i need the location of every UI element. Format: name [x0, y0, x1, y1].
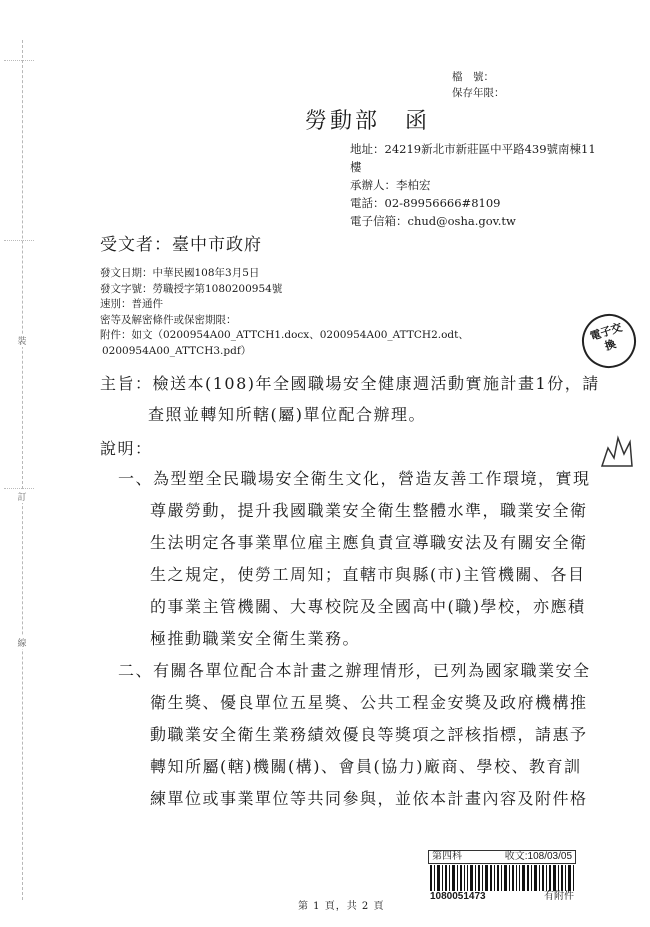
page-number: 第 1 頁，共 2 頁: [298, 901, 385, 912]
sender-block: [350, 140, 596, 230]
receipt-status: 有附件: [544, 891, 574, 902]
attachment-line: 附件：如文（0200954A00_ATTCH1.docx、0200954A00_ATTCH2.odt、: [100, 329, 469, 341]
binding-line: [22, 40, 23, 900]
receipt-barcode: [428, 865, 576, 891]
item-line: 生之規定，使勞工周知；直轄市與縣(市)主管機關、各目: [150, 565, 586, 584]
item-line: 練單位或事業單位等共同參與，並依本計畫內容及附件格: [150, 789, 588, 808]
item-line: 動職業安全衛生業務績效優良等獎項之評核指標，請惠予: [150, 725, 588, 744]
sender-phone: 電話：02-89956666#8109: [350, 196, 501, 210]
binding-mark: 線: [16, 636, 28, 649]
explanation-label: 說明：: [100, 439, 153, 458]
subject-line: 查照並轉知所轄(屬)單位配合辦理。: [148, 405, 426, 424]
secrecy-level: 密等及解密條件或保密期限：: [100, 313, 237, 326]
item-line: 一、為型塑全民職場安全衛生文化，營造友善工作環境，實現: [118, 469, 591, 488]
item-line: 極推動職業安全衛生業務。: [150, 629, 361, 648]
scan-smudge: [598, 430, 636, 470]
document-number: 發文字號：勞職授字第1080200954號: [100, 282, 283, 295]
receipt-number: 1080051473: [430, 891, 486, 902]
item-line: 生法明定各事業單位雇主應負責宣導職安法及有關安全衛: [150, 533, 588, 552]
receipt-dept: 第四科: [432, 851, 462, 862]
binding-mark: 訂: [16, 490, 28, 503]
retention-label: 保存年限：: [452, 87, 505, 99]
binding-tick: [4, 240, 34, 241]
binding-tick: [4, 488, 34, 489]
item-line: 的事業主管機關、大專校院及全國高中(職)學校，亦應積: [150, 597, 586, 616]
sender-email: 電子信箱：chud@osha.gov.tw: [350, 214, 516, 228]
speed-class: 速別：普通件: [100, 298, 163, 310]
recipient: 受文者：臺中市政府: [100, 235, 262, 255]
sender-contact: 承辦人：李柏宏: [350, 178, 431, 192]
binding-tick: [4, 60, 34, 61]
sender-address: 地址：24219新北市新莊區中平路439號南棟11: [350, 142, 596, 156]
issue-date: 發文日期：中華民國108年3月5日: [100, 267, 260, 279]
file-no-label: 檔 號：: [452, 71, 494, 83]
binding-mark: 裝: [16, 334, 28, 347]
page-title: 勞動部 函: [305, 109, 431, 134]
stamp-text: 電子交換: [588, 320, 624, 354]
subject-line: 主旨：檢送本(108)年全國職場安全健康週活動實施計畫1份，請: [100, 374, 600, 393]
receipt-box: [428, 850, 576, 902]
item-line: 衛生獎、優良單位五星獎、公共工程金安獎及政府機構推: [150, 693, 588, 712]
sender-address-cont: 樓: [350, 160, 362, 174]
item-line: 二、有關各單位配合本計畫之辦理情形，已列為國家職業安全: [118, 661, 591, 680]
electronic-stamp: [575, 307, 643, 375]
receipt-date: 收文:108/03/05: [504, 851, 572, 862]
item-line: 尊嚴勞動，提升我國職業安全衛生整體水準，職業安全衛: [150, 501, 588, 520]
item-line: 轉知所屬(轄)機關(構)、會員(協力)廠商、學校、教育訓: [150, 757, 582, 776]
meta-block: [100, 266, 469, 359]
attachment-line: 0200954A00_ATTCH3.pdf）: [102, 344, 252, 357]
